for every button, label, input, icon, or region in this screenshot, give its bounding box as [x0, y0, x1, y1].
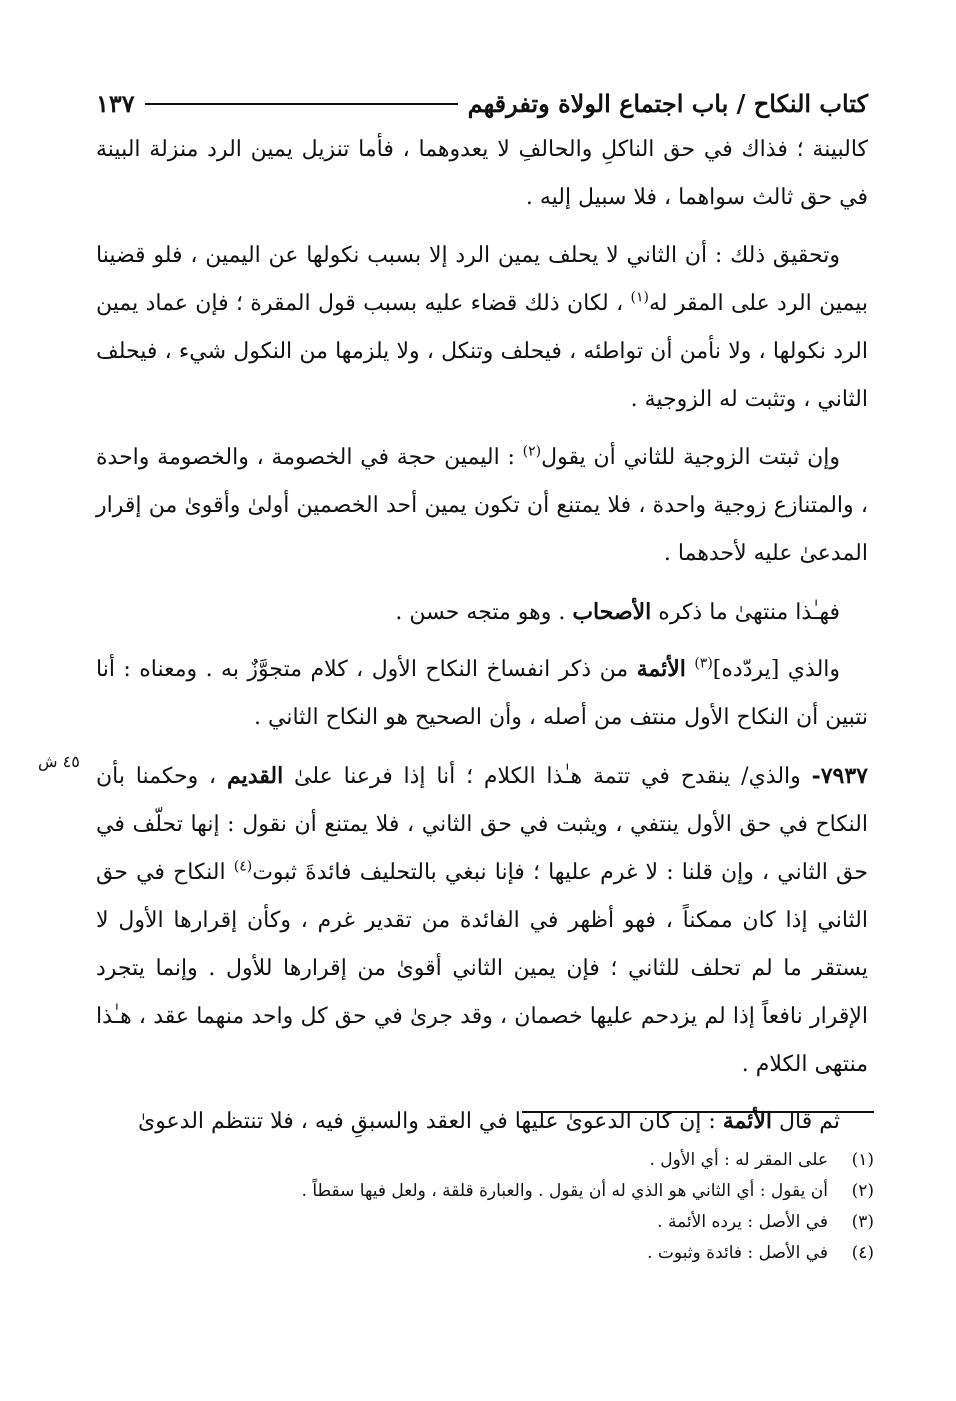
footnote-1: (١)على المقر له : أي الأول . — [649, 1150, 874, 1170]
page — [96, 82, 868, 1154]
footnote-2: (٢)أن يقول : أي الثاني هو الذي له أن يقول . والعبارة قلقة ، ولعل فيها سقطاً . — [301, 1181, 874, 1201]
page-number: ١٣٧ — [96, 89, 135, 118]
paragraph-3: وإن ثبتت الزوجية للثاني أن يقول$^{(٢)}$ : اليمين حجة في الخصومة ، والخصومة واحدة ، والمتنازع زوجية واحدة ، فلا يمتنع أن تكون يمين أحد الخصمين أولىٰ وأقوىٰ من إقرار المدعىٰ عليه لأحدهما . — [96, 443, 868, 566]
footnote-ref-3[interactable]: (٣) — [694, 655, 713, 672]
footnote-separator — [522, 1111, 874, 1113]
paragraph-6: ٧٩٣٧- والذي/ ينقدح في تتمة هـٰذا الكلام ؛ أنا إذا فرعنا علىٰ القديم ، وحكمنا بأن النكاح في حق الأول ينتفي ، ويثبت في حق الثاني ، فلا يمتنع أن نقول : إنها تحلّف في حق الثاني ، وإن قلنا : لا غرم عليها ؛ فإنا نبغي بالتحليف فائدةَ ثبوت$^{(٤)}$ النكاح في حق الثاني إذا كان ممكناً ، فهو أظهر في الفائدة من تقدير غرم ، وكأن إقرارها الأول لا يستقر ما لم تحلف للثاني ؛ فإن يمين الثاني أقوىٰ من إقرارها للأول . وإنما يتجرد الإقرار نافعاً إذا لم يزدحم عليها خصمان ، وقد جرىٰ في حق كل واحد منهما عقد ، هـٰذا منتهى الكلام . — [96, 763, 868, 1077]
footnote-3: (٣)في الأصل : يرده الأئمة . — [657, 1212, 874, 1232]
paragraph-5: والذي [يردّده]$^{(٣)}$ الأئمة من ذكر انفساخ النكاح الأول ، كلام متجوَّزٌ به . ومعناه : أنا نتبين أن النكاح الأول منتف من أصله ، وأن الصحيح هو النكاح الثاني . — [96, 655, 868, 730]
footnote-4: (٤)في الأصل : فائدة وثبوت . — [647, 1243, 874, 1263]
section-number: ٧٩٣٧- — [811, 763, 868, 789]
footnote-ref-4[interactable]: (٤) — [233, 858, 253, 875]
margin-note: ٤٥ ش — [38, 752, 80, 771]
footnote-ref-1[interactable]: (١) — [630, 289, 649, 306]
running-header — [96, 82, 868, 126]
header-rule — [145, 103, 458, 105]
paragraph-2: وتحقيق ذلك : أن الثاني لا يحلف يمين الرد إلا بسبب نكولها عن اليمين ، فلو قضينا بيمين الرد على المقر له$^{(١)}$ ، لكان ذلك قضاء عليه بسبب قول المقرة ؛ فإن عماد يمين الرد نكولها ، ولا نأمن أن تواطئه ، فيحلف وتنكل ، ولا يلزمها من النكول شيء ، فيحلف الثاني ، وتثبت له الزوجية . — [96, 243, 868, 412]
footnote-ref-2[interactable]: (٢) — [522, 443, 542, 460]
footnotes — [102, 1145, 874, 1269]
paragraph-1: كالبينة ؛ فذاك في حق الناكلِ والحالفِ لا يعدوهما ، فأما تنزيل يمين الرد منزلة البينة في حق ثالث سواهما ، فلا سبيل إليه . — [96, 137, 868, 210]
paragraph-7: ثم قال الأئمة : إن كان الدعوىٰ عليها في العقد والسبقِ فيه ، فلا تنتظم الدعوىٰ — [137, 1108, 840, 1134]
paragraph-4: فهـٰذا منتهىٰ ما ذكره الأصحاب . وهو متجه حسن . — [395, 599, 840, 625]
header-title: كتاب النكاح / باب اجتماع الولاة وتفرقهم — [467, 89, 868, 118]
